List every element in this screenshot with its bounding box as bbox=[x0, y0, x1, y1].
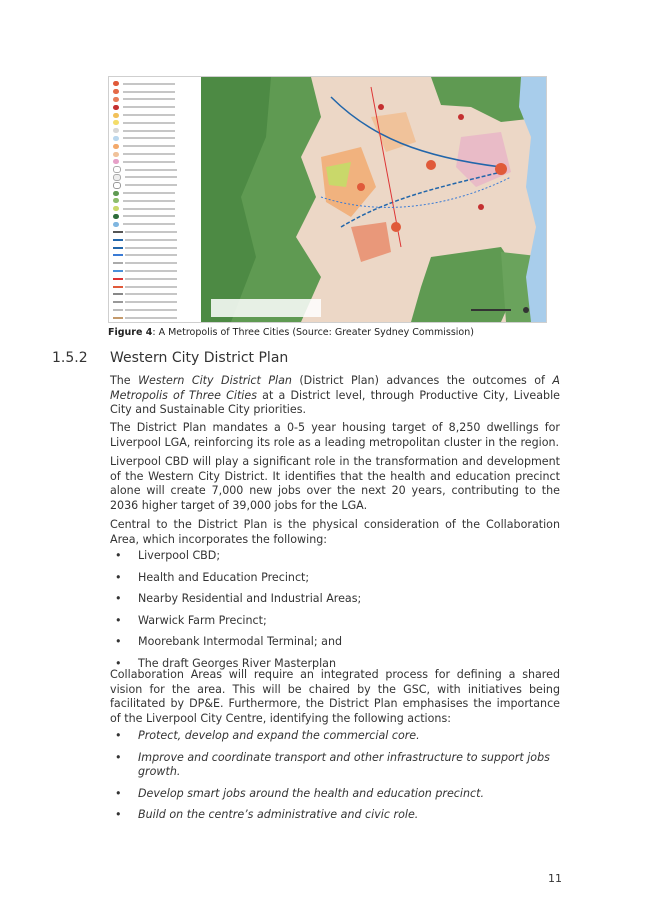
bullet-icon: • bbox=[115, 656, 122, 670]
map-centre-liverpool bbox=[391, 222, 401, 232]
figure-caption-label: Figure 4 bbox=[108, 327, 153, 338]
collaboration-list bbox=[110, 549, 560, 671]
paragraph-2 bbox=[110, 421, 560, 450]
list-item-text: Improve and coordinate transport and other infrastructure to support jobs growth. bbox=[138, 750, 550, 778]
list-item-text: Liverpool CBD; bbox=[138, 549, 221, 562]
list-item-text: Moorebank Intermodal Terminal; and bbox=[138, 635, 343, 648]
page-number: 11 bbox=[548, 872, 562, 885]
map-centre-north bbox=[458, 114, 464, 120]
paragraph-1-post: at a District level, through Productive City, Liveable City and Sustainable City priorities. bbox=[110, 388, 561, 416]
bullet-icon: • bbox=[115, 808, 122, 821]
paragraph-5-text: Collaboration Areas will require an integrated process for defining a shared vision for the area. This will be chaired by the GSC, with initiatives being facilitated by DP&E. Furthermore, the District Plan emphasises the importance of the Liverpool City Centre, identifying the following actions: bbox=[110, 668, 560, 725]
list-item-text: Build on the centre’s administrative and civic role. bbox=[138, 808, 419, 821]
map-north-arrow-icon bbox=[523, 307, 529, 313]
paragraph-1-italic-2: A Metropolis of Three Cities bbox=[110, 374, 560, 402]
map-centre-parramatta bbox=[426, 160, 436, 170]
list-item bbox=[110, 787, 560, 802]
map-legend bbox=[109, 77, 202, 322]
list-item-text: Develop smart jobs around the health and education precinct. bbox=[138, 786, 484, 800]
map-centre-western-airport bbox=[357, 183, 365, 191]
list-item bbox=[110, 635, 560, 650]
paragraph-3-text: Liverpool CBD will play a significant role in the transformation and development of the Western City District. It identifies that the health and education precinct alone will create 7,000 new jobs over the next 20 years, contributing to the 2036 higher target of 39,000 jobs for the LGA. bbox=[110, 455, 560, 512]
list-item bbox=[110, 751, 560, 780]
paragraph-1-mid: (District Plan) advances the outcomes of bbox=[291, 374, 553, 387]
list-item-text: Protect, develop and expand the commercial core. bbox=[138, 729, 420, 742]
paragraph-2-text: The District Plan mandates a 0-5 year housing target of 8,250 dwellings for Liverpool LGA, reinforcing its role as a leading metropolitan cluster in the region. bbox=[110, 421, 560, 449]
bullet-icon: • bbox=[115, 750, 122, 764]
list-item-text: The draft Georges River Masterplan bbox=[138, 656, 337, 670]
list-item bbox=[110, 614, 560, 629]
list-item bbox=[110, 592, 560, 607]
list-item bbox=[110, 549, 560, 564]
list-item bbox=[110, 729, 560, 744]
map-centre-south bbox=[478, 204, 484, 210]
paragraph-3 bbox=[110, 455, 560, 513]
figure-caption-text: : A Metropolis of Three Cities (Source: Greater Sydney Commission) bbox=[152, 327, 474, 338]
paragraph-5 bbox=[110, 668, 560, 726]
list-item bbox=[110, 808, 560, 823]
bullet-icon: • bbox=[115, 613, 122, 627]
map-scale-bar bbox=[471, 309, 511, 311]
map-figure bbox=[108, 76, 547, 323]
actions-list bbox=[110, 729, 560, 823]
paragraph-1-italic-1: Western City District Plan bbox=[138, 374, 292, 387]
bullet-icon: • bbox=[115, 729, 122, 742]
sydney-map bbox=[201, 77, 546, 322]
paragraph-4-text: Central to the District Plan is the physical consideration of the Collaboration Area, which incorporates the following: bbox=[110, 518, 560, 546]
section-number: 1.5.2 bbox=[52, 350, 88, 366]
list-item-text: Nearby Residential and Industrial Areas; bbox=[138, 592, 362, 605]
bullet-icon: • bbox=[115, 549, 122, 562]
bullet-icon: • bbox=[115, 592, 122, 605]
list-item bbox=[110, 571, 560, 586]
bullet-icon: • bbox=[115, 635, 122, 648]
map-centre-northwest bbox=[378, 104, 384, 110]
map-centre-sydney-cbd bbox=[495, 163, 507, 175]
section-title: Western City District Plan bbox=[110, 350, 289, 366]
paragraph-4 bbox=[110, 518, 560, 547]
figure-caption bbox=[108, 327, 568, 338]
bullet-icon: • bbox=[115, 786, 122, 800]
paragraph-1-pre: The bbox=[110, 374, 139, 387]
bullet-icon: • bbox=[115, 570, 122, 584]
list-item-text: Health and Education Precinct; bbox=[138, 570, 310, 584]
map-notes-box bbox=[211, 299, 321, 317]
section-heading bbox=[52, 350, 288, 366]
list-item-text: Warwick Farm Precinct; bbox=[138, 613, 267, 627]
paragraph-1 bbox=[110, 374, 560, 418]
